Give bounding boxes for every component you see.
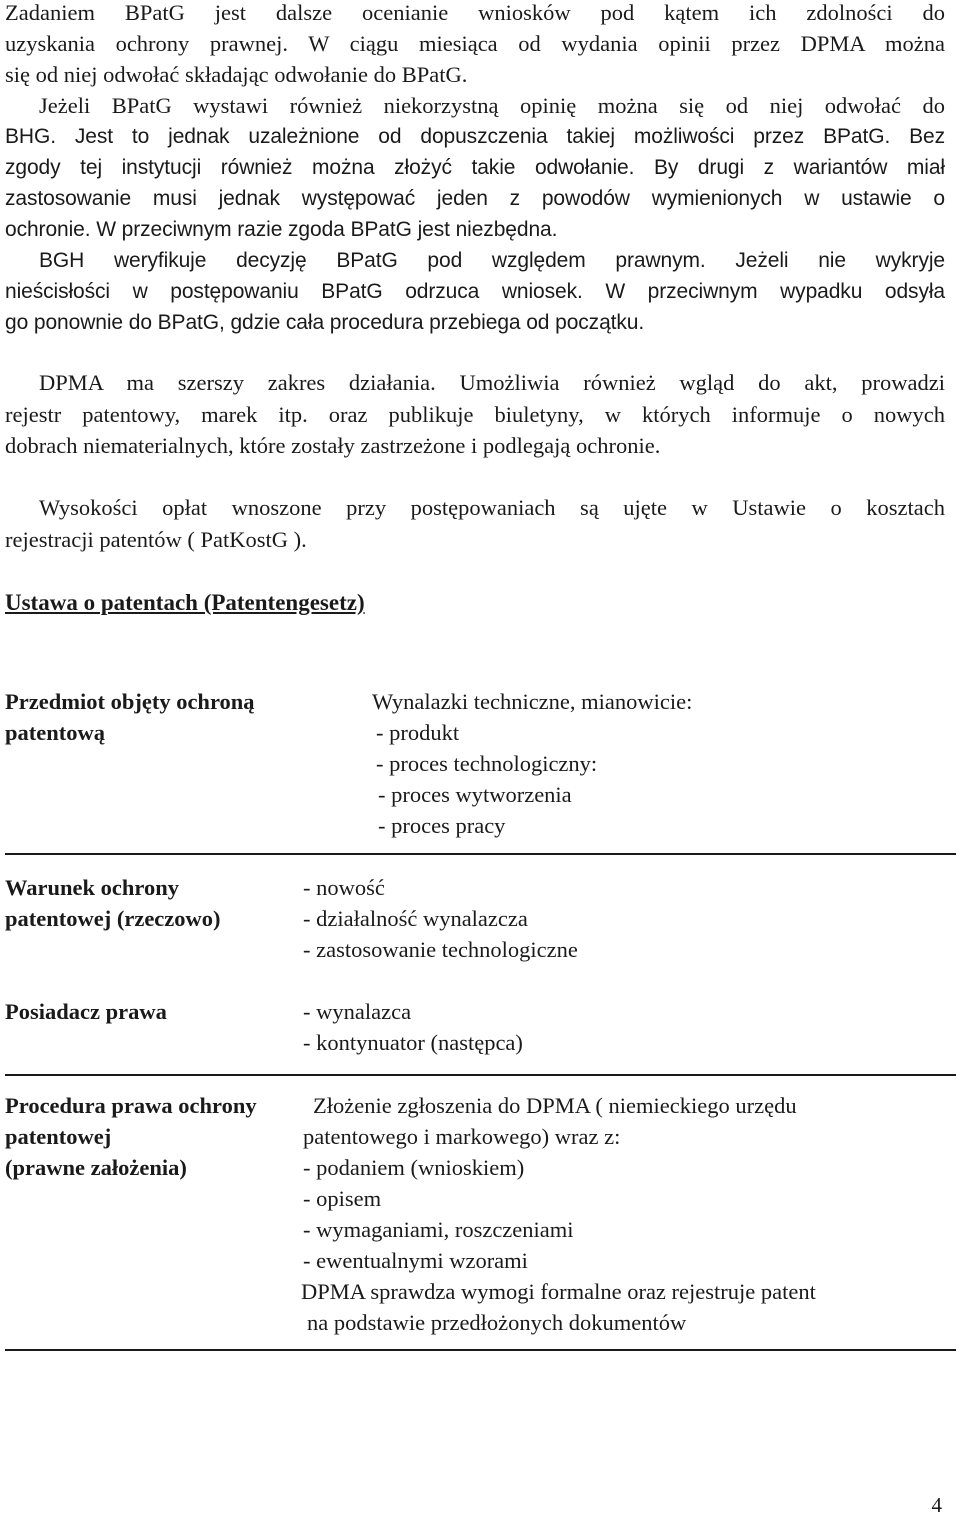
paragraph-line: zgody tej instytucji również można złożyć takie odwołanie. By drugi z wariantów miał xyxy=(5,156,945,179)
row-content: Złożenie zgłoszenia do DPMA ( niemieckiego urzędu xyxy=(313,1093,797,1118)
row-divider xyxy=(5,1349,956,1351)
section-heading: Ustawa o patentach (Patentengesetz) xyxy=(5,590,365,615)
row-content: - nowość xyxy=(303,875,385,900)
row-content: Wynalazki techniczne, mianowicie: xyxy=(372,689,693,714)
row-content: - działalność wynalazcza xyxy=(303,906,528,931)
row-content: DPMA sprawdza wymogi formalne oraz rejestruje patent xyxy=(301,1279,816,1304)
paragraph-line: DPMA ma szerszy zakres działania. Umożliwia również wgląd do akt, prowadzi xyxy=(39,370,945,395)
row-content: - produkt xyxy=(376,720,460,745)
row-label: patentową xyxy=(5,720,105,745)
row-content: - podaniem (wnioskiem) xyxy=(303,1155,525,1180)
paragraph-line: Wysokości opłat wnoszone przy postępowaniach są ujęte w Ustawie o kosztach xyxy=(39,495,945,520)
row-label: Warunek ochrony xyxy=(5,875,179,900)
row-label: Procedura prawa ochrony xyxy=(5,1093,257,1118)
page-number: 4 xyxy=(931,1493,942,1517)
paragraph-line: ochronie. W przeciwnym razie zgoda BPatG jest niezbędna. xyxy=(5,218,558,241)
row-content: - wynalazca xyxy=(303,999,412,1024)
paragraph-line: go ponownie do BPatG, gdzie cała procedura przebiega od początku. xyxy=(5,311,645,334)
row-content: - proces pracy xyxy=(378,813,506,838)
row-content: - proces wytworzenia xyxy=(378,782,572,807)
row-label: Posiadacz prawa xyxy=(5,999,167,1024)
row-content: - zastosowanie technologiczne xyxy=(303,937,578,962)
row-content: - opisem xyxy=(303,1186,382,1211)
paragraph-line: rejestracji patentów ( PatKostG ). xyxy=(5,527,307,552)
paragraph-line: BHG. Jest to jednak uzależnione od dopuszczenia takiej możliwości przez BPatG. Bez xyxy=(5,125,945,148)
row-content: patentowego i markowego) wraz z: xyxy=(303,1124,621,1149)
row-content: - ewentualnymi wzorami xyxy=(303,1248,528,1273)
row-label: (prawne założenia) xyxy=(5,1155,187,1180)
paragraph-line: Zadaniem BPatG jest dalsze ocenianie wniosków pod kątem ich zdolności do xyxy=(5,0,945,25)
paragraph-line: rejestr patentowy, marek itp. oraz publikuje biuletyny, w których informuje o nowych xyxy=(5,402,945,427)
paragraph-line: zastosowanie musi jednak występować jeden z powodów wymienionych w ustawie o xyxy=(5,187,945,210)
row-label: patentowej xyxy=(5,1124,112,1149)
row-label: Przedmiot objęty ochroną xyxy=(5,689,255,714)
row-divider xyxy=(5,1074,956,1076)
row-label: patentowej (rzeczowo) xyxy=(5,906,221,931)
row-content: na podstawie przedłożonych dokumentów xyxy=(307,1310,687,1335)
row-content: - kontynuator (następca) xyxy=(303,1030,523,1055)
paragraph-line: się od niej odwołać składając odwołanie do BPatG. xyxy=(5,62,468,87)
row-content: - wymaganiami, roszczeniami xyxy=(303,1217,574,1242)
paragraph-line: dobrach niematerialnych, które zostały zastrzeżone i podlegają ochronie. xyxy=(5,433,661,458)
paragraph-line: nieścisłości w postępowaniu BPatG odrzuca wniosek. W przeciwnym wypadku odsyła xyxy=(5,280,945,303)
row-content: - proces technologiczny: xyxy=(376,751,598,776)
row-divider xyxy=(5,853,956,855)
paragraph-line: BGH weryfikuje decyzję BPatG pod względem prawnym. Jeżeli nie wykryje xyxy=(39,249,945,272)
paragraph-line: Jeżeli BPatG wystawi również niekorzystną opinię można się od niej odwołać do xyxy=(39,93,945,118)
paragraph-line: uzyskania ochrony prawnej. W ciągu miesiąca od wydania opinii przez DPMA można xyxy=(5,31,945,56)
